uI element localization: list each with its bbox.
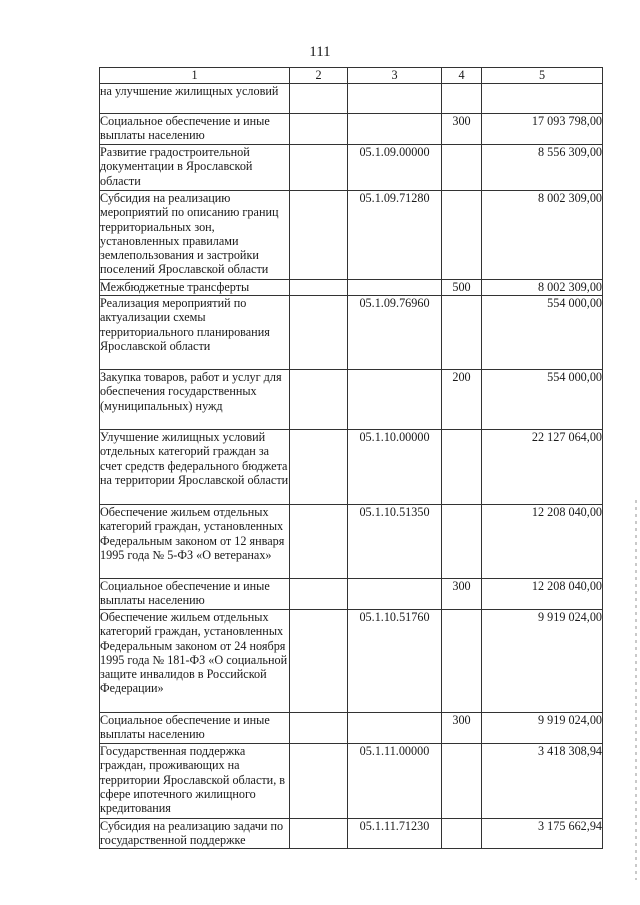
row-code: 05.1.10.00000: [348, 430, 442, 505]
row-type: [442, 819, 482, 849]
row-amount: 3 418 308,94: [482, 744, 603, 819]
row-type: 300: [442, 579, 482, 610]
header-col-3: 3: [348, 68, 442, 84]
row-name: Социальное обеспечение и иные выплаты населению: [100, 579, 290, 610]
row-col2: [290, 610, 348, 713]
header-col-5: 5: [482, 68, 603, 84]
table-row: [100, 819, 603, 849]
row-col2: [290, 296, 348, 370]
row-type: [442, 610, 482, 713]
row-name: Субсидия на реализацию мероприятий по описанию границ территориальных зон, установленных правилами землепользования и застройки поселений Ярославской области: [100, 191, 290, 280]
row-name: Субсидия на реализацию задачи по государственной поддержке: [100, 819, 290, 849]
row-name: Межбюджетные трансферты: [100, 280, 290, 296]
header-col-1: 1: [100, 68, 290, 84]
row-type: 200: [442, 370, 482, 430]
row-name: на улучшение жилищных условий: [100, 84, 290, 114]
row-col2: [290, 819, 348, 849]
row-code: [348, 84, 442, 114]
row-code: [348, 579, 442, 610]
row-col2: [290, 505, 348, 579]
page-number: 111: [309, 44, 331, 60]
row-type: 500: [442, 280, 482, 296]
row-name: Социальное обеспечение и иные выплаты населению: [100, 114, 290, 145]
row-name: Улучшение жилищных условий отдельных категорий граждан за счет средств федерального бюджета на территории Ярославской области: [100, 430, 290, 505]
row-amount: 12 208 040,00: [482, 579, 603, 610]
row-amount: 17 093 798,00: [482, 114, 603, 145]
budget-table: [99, 67, 603, 849]
table-row: [100, 744, 603, 819]
row-name: Государственная поддержка граждан, проживающих на территории Ярославской области, в сфере ипотечного жилищного кредитования: [100, 744, 290, 819]
table-row: [100, 280, 603, 296]
table-row: [100, 713, 603, 744]
row-type: [442, 430, 482, 505]
row-type: 300: [442, 713, 482, 744]
table-row: [100, 579, 603, 610]
row-type: [442, 744, 482, 819]
row-code: 05.1.11.71230: [348, 819, 442, 849]
row-code: 05.1.11.00000: [348, 744, 442, 819]
table-row: [100, 505, 603, 579]
table-row: [100, 296, 603, 370]
row-col2: [290, 744, 348, 819]
row-amount: 9 919 024,00: [482, 610, 603, 713]
table-row: [100, 430, 603, 505]
row-code: 05.1.09.76960: [348, 296, 442, 370]
row-amount: 554 000,00: [482, 296, 603, 370]
row-code: 05.1.10.51350: [348, 505, 442, 579]
row-col2: [290, 430, 348, 505]
row-amount: 8 556 309,00: [482, 145, 603, 191]
row-col2: [290, 145, 348, 191]
row-amount: 8 002 309,00: [482, 280, 603, 296]
row-name: Развитие градостроительной документации в Ярославской области: [100, 145, 290, 191]
row-amount: 8 002 309,00: [482, 191, 603, 280]
row-amount: 12 208 040,00: [482, 505, 603, 579]
row-name: Обеспечение жильем отдельных категорий граждан, установленных Федеральным законом от 24 ноября 1995 года № 181-ФЗ «О социальной защите инвалидов в Российской Федерации»: [100, 610, 290, 713]
row-code: 05.1.09.71280: [348, 191, 442, 280]
row-code: 05.1.10.51760: [348, 610, 442, 713]
row-type: [442, 505, 482, 579]
row-col2: [290, 579, 348, 610]
row-col2: [290, 84, 348, 114]
table-row: [100, 191, 603, 280]
row-code: [348, 713, 442, 744]
row-code: [348, 370, 442, 430]
row-code: [348, 280, 442, 296]
row-col2: [290, 114, 348, 145]
table-row: [100, 114, 603, 145]
row-col2: [290, 280, 348, 296]
row-type: [442, 296, 482, 370]
row-col2: [290, 191, 348, 280]
row-amount: 554 000,00: [482, 370, 603, 430]
table-header-row: [100, 68, 603, 84]
row-type: [442, 145, 482, 191]
row-name: Социальное обеспечение и иные выплаты населению: [100, 713, 290, 744]
table-row: [100, 84, 603, 114]
row-type: [442, 191, 482, 280]
row-type: 300: [442, 114, 482, 145]
table-row: [100, 145, 603, 191]
table-row: [100, 610, 603, 713]
row-amount: [482, 84, 603, 114]
row-name: Реализация мероприятий по актуализации схемы территориального планирования Ярославской области: [100, 296, 290, 370]
row-amount: 22 127 064,00: [482, 430, 603, 505]
row-code: 05.1.09.00000: [348, 145, 442, 191]
table-row: [100, 370, 603, 430]
row-code: [348, 114, 442, 145]
header-col-4: 4: [442, 68, 482, 84]
scan-edge-marks: [635, 500, 637, 880]
row-name: Закупка товаров, работ и услуг для обеспечения государственных (муниципальных) нужд: [100, 370, 290, 430]
row-col2: [290, 370, 348, 430]
row-type: [442, 84, 482, 114]
row-amount: 3 175 662,94: [482, 819, 603, 849]
row-name: Обеспечение жильем отдельных категорий граждан, установленных Федеральным законом от 12 января 1995 года № 5-ФЗ «О ветеранах»: [100, 505, 290, 579]
header-col-2: 2: [290, 68, 348, 84]
row-amount: 9 919 024,00: [482, 713, 603, 744]
row-col2: [290, 713, 348, 744]
